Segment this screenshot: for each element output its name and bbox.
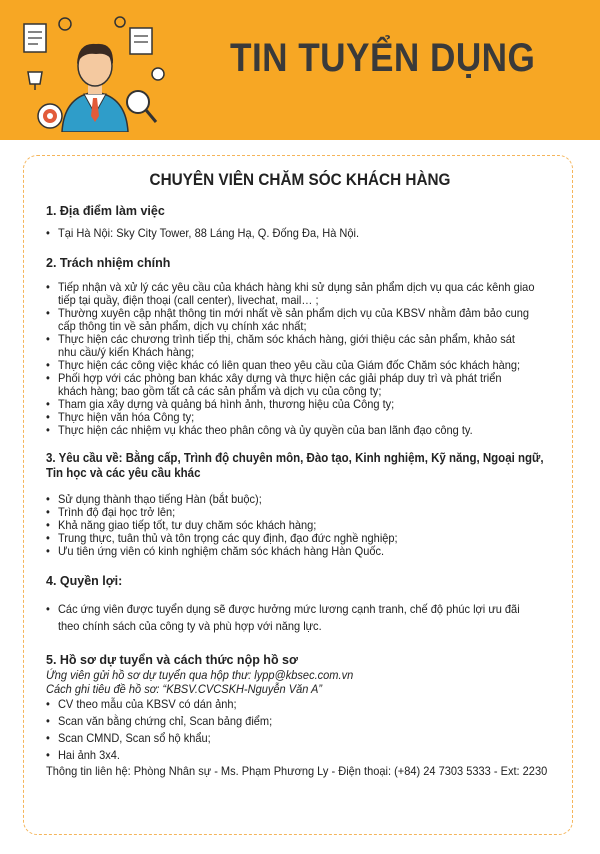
page-title: TIN TUYỂN DỤNG: [230, 36, 536, 80]
list-item: • Thực hiện các công việc khác có liên quan theo yêu cầu của Giám đốc Chăm sóc khách hàng;: [46, 359, 555, 372]
list-item: • Các ứng viên được tuyển dụng sẽ được hưởng mức lương cạnh tranh, chế độ phúc lợi ưu đãi theo chính sách của công ty và phù hợp với năng lực.: [46, 601, 555, 635]
section-heading-benefits: 4. Quyền lợi:: [46, 574, 123, 588]
list-item: • Trung thực, tuân thủ và tôn trọng các quy định, đạo đức nghề nghiệp;: [46, 532, 555, 545]
list-item: • Thực hiện văn hóa Công ty;: [46, 411, 555, 424]
job-description: [46, 170, 566, 778]
application-documents-list: [46, 696, 566, 764]
list-item: • Thực hiện các chương trình tiếp thị, chăm sóc khách hàng, giới thiệu các sản phẩm, khảo sát nhu cầu/ý kiến Khách hàng;: [46, 333, 555, 359]
list-item: • Scan văn bằng chứng chỉ, Scan bảng điểm;: [46, 713, 555, 730]
list-item: • Hai ảnh 3x4.: [46, 747, 555, 764]
application-subject-format: Cách ghi tiêu đề hồ sơ: “KBSV.CVCSKH-Nguyễn Văn A”: [46, 682, 323, 696]
list-item: • Tiếp nhận và xử lý các yêu cầu của khách hàng khi sử dụng sản phẩm dịch vụ qua các kênh giao tiếp tại quầy, điện thoại (call center), livechat, mail… ;: [46, 281, 555, 307]
list-item: • Scan CMND, Scan sổ hộ khẩu;: [46, 730, 555, 747]
responsibilities-list: [46, 281, 566, 437]
recruiter-illustration-icon: [20, 14, 170, 132]
list-item: • Sử dụng thành thạo tiếng Hàn (bắt buộc);: [46, 493, 555, 506]
requirements-list: [46, 493, 566, 558]
list-item: • CV theo mẫu của KBSV có dán ảnh;: [46, 696, 555, 713]
job-title: CHUYÊN VIÊN CHĂM SÓC KHÁCH HÀNG: [149, 170, 451, 189]
section-heading-location: 1. Địa điểm làm việc: [46, 204, 165, 218]
contact-info: Thông tin liên hệ: Phòng Nhân sự - Ms. Phạm Phương Ly - Điện thoại: (+84) 24 7303 5333 - Ext: 2230: [46, 764, 548, 778]
benefits-list: [46, 601, 566, 635]
list-item: • Tham gia xây dựng và quảng bá hình ảnh, thương hiệu của Công ty;: [46, 398, 555, 411]
header-banner: [0, 0, 600, 140]
list-item: • Trình độ đại học trở lên;: [46, 506, 555, 519]
list-item: • Thực hiện các nhiệm vụ khác theo phân công và ủy quyền của ban lãnh đạo công ty.: [46, 424, 555, 437]
list-item: • Tại Hà Nội: Sky City Tower, 88 Láng Hạ, Q. Đống Đa, Hà Nội.: [46, 227, 555, 240]
section-heading-requirements: 3. Yêu cầu về: Bằng cấp, Trình độ chuyên môn, Đào tạo, Kinh nghiệm, Kỹ năng, Ngoại ngữ, Tin học và các yêu cầu khác: [46, 451, 544, 480]
list-item: • Thường xuyên cập nhật thông tin mới nhất về sản phẩm dịch vụ của KBSV nhằm đảm bảo cung cấp thông tin về sản phẩm, dịch vụ chính xác nhất;: [46, 307, 555, 333]
list-item: • Ưu tiên ứng viên có kinh nghiệm chăm sóc khách hàng Hàn Quốc.: [46, 545, 555, 558]
list-item: • Phối hợp với các phòng ban khác xây dựng và thực hiện các giải pháp duy trì và phát triển khách hàng; bao gồm tất cả các sản phẩm và dịch vụ của công ty;: [46, 372, 555, 398]
location-list: [46, 227, 566, 240]
list-item: • Khả năng giao tiếp tốt, tư duy chăm sóc khách hàng;: [46, 519, 555, 532]
section-heading-application: 5. Hồ sơ dự tuyển và cách thức nộp hồ sơ: [46, 653, 298, 667]
section-heading-responsibilities: 2. Trách nhiệm chính: [46, 256, 171, 270]
application-email: Ứng viên gửi hồ sơ dự tuyển qua hộp thư: lypp@kbsec.com.vn: [46, 668, 354, 682]
